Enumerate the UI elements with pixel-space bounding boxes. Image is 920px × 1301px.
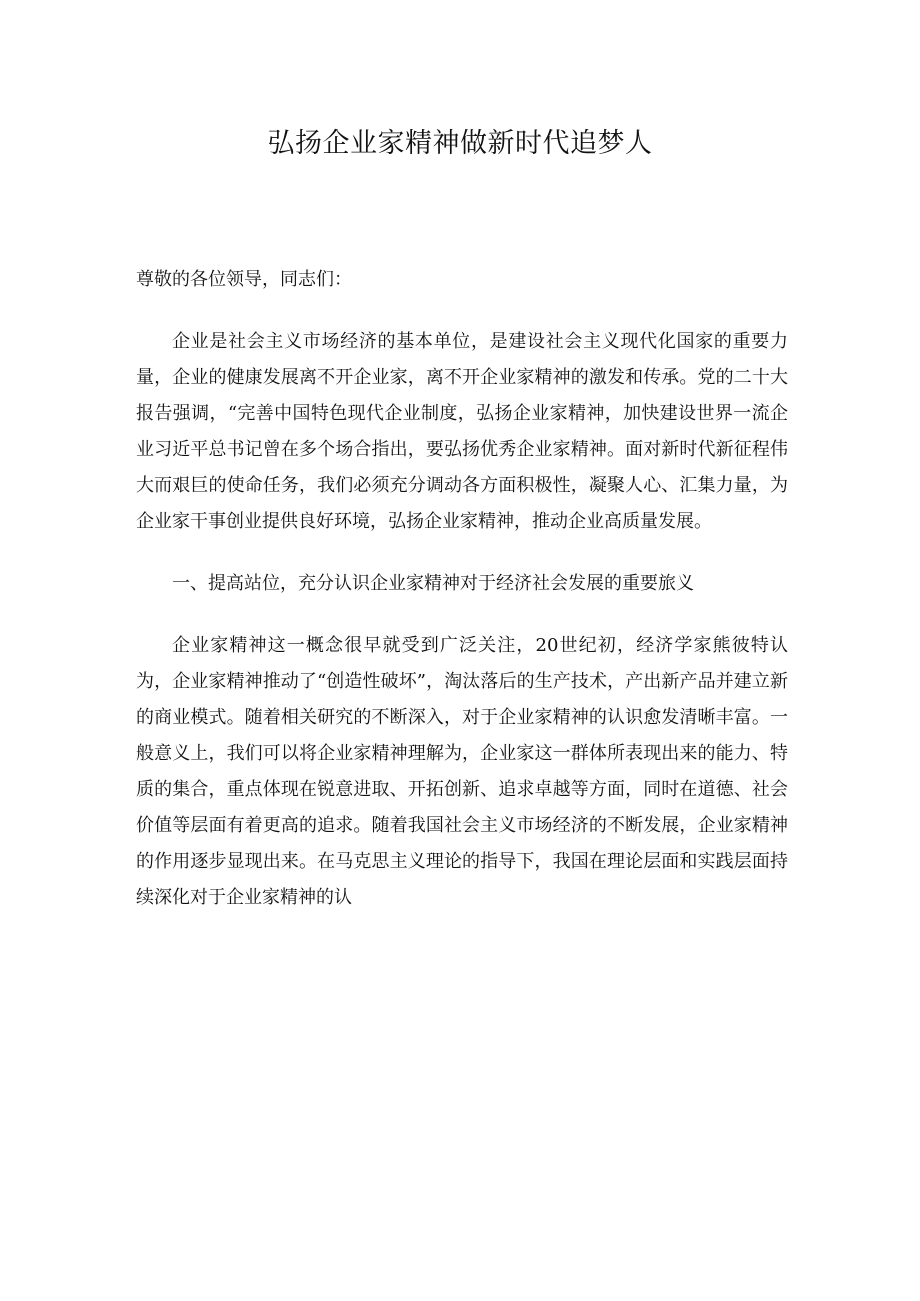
paragraph-intro: 企业是社会主义市场经济的基本单位，是建设社会主义现代化国家的重要力量，企业的健康发展离不开企业家，离不开企业家精神的激发和传承。党的二十大报告强调，“完善中国特色现代企业制度，弘扬企业家精神，加快建设世界一流企业习近平总书记曾在多个场合指出，要弘扬优秀企业家精神。面对新时代新征程伟大而艰巨的使命任务，我们必须充分调动各方面积极性，凝聚人心、汇集力量，为企业家干事创业提供良好环境，弘扬企业家精神，推动企业高质量发展。 <box>136 331 788 532</box>
paragraph-section-1: 企业家精神这一概念很早就受到广泛关注，20世纪初，经济学家熊彼特认为，企业家精神推动了“创造性破坏”，淘汰落后的生产技术，产出新产品并建立新的商业模式。随着相关研究的不断深入，对于企业家精神的认识愈发清晰丰富。一般意义上，我们可以将企业家精神理解为，企业家这一群体所表现出来的能力、特质的集合，重点体现在锐意进取、开拓创新、追求卓越等方面，同时在道德、社会价值等层面有着更高的追求。随着我国社会主义市场经济的不断发展，企业家精神的作用逐步显现出来。在马克思主义理论的指导下，我国在理论层面和实践层面持续深化对于企业家精神的认 <box>136 635 788 908</box>
document-body <box>136 262 788 916</box>
document-title: 弘扬企业家精神做新时代追梦人 <box>267 128 653 159</box>
section-heading-1: 一、提高站位，充分认识企业家精神对于经济社会发展的重要旅义 <box>172 573 694 594</box>
salutation: 尊敬的各位领导，同志们： <box>136 269 352 290</box>
